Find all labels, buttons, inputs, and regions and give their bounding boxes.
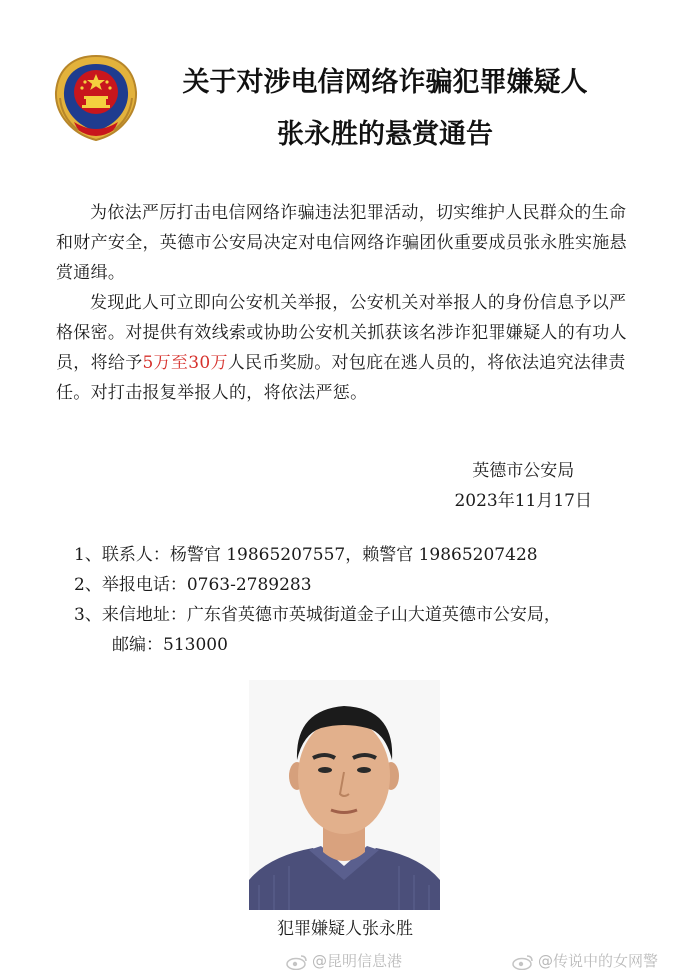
contact-item-2: 2、举报电话：0763-2789283: [74, 575, 312, 595]
contact-item-3-postcode: 邮编：513000: [112, 635, 228, 655]
notice-title-line2: 张永胜的悬赏通告: [277, 119, 493, 150]
issuer: 英德市公安局: [472, 461, 575, 481]
photo-caption: 犯罪嫌疑人张永胜: [277, 919, 413, 939]
paragraph-1: 为依法严厉打击电信网络诈骗违法犯罪活动，切实维护人民群众的生命和财产安全，英德市公安局决定对电信网络诈骗团伙重要成员张永胜实施悬赏通缉。: [56, 203, 627, 283]
issue-date: 2023年11月17日: [454, 491, 592, 511]
paragraph-2: [56, 288, 642, 408]
watermark-right-text: @传说中的女网警: [538, 952, 659, 970]
contact-item-3: 3、来信地址：广东省英德市英城街道金子山大道英德市公安局，: [74, 605, 561, 625]
contact-list: [74, 540, 644, 660]
suspect-photo: [249, 680, 440, 910]
weibo-icon: [512, 954, 534, 970]
watermark-left: [286, 950, 402, 971]
paragraph-2-before: 发现此人可立即向公安机关举报，公安机关对举报人的身份信息予以严格保密。对提供有效线索或协助公安机关抓获该名涉诈犯罪嫌疑人的有功人员，将给予: [56, 293, 627, 373]
police-emblem-icon: [48, 52, 144, 144]
watermark-right: [512, 950, 658, 971]
notice-title-line1: 关于对涉电信网络诈骗犯罪嫌疑人: [182, 67, 588, 98]
weibo-icon: [286, 954, 308, 970]
contact-item-1: 1、联系人：杨警官 19865207557，赖警官 19865207428: [74, 545, 538, 565]
watermark-left-text: @昆明信息港: [312, 952, 403, 970]
signature-block: [454, 456, 592, 516]
reward-amount: 5万至30万: [142, 353, 228, 373]
paragraph-2-after: 人民币奖励。对包庇在逃人员的，将依法追究法律责任。对打击报复举报人的，将依法严惩。: [56, 353, 626, 403]
